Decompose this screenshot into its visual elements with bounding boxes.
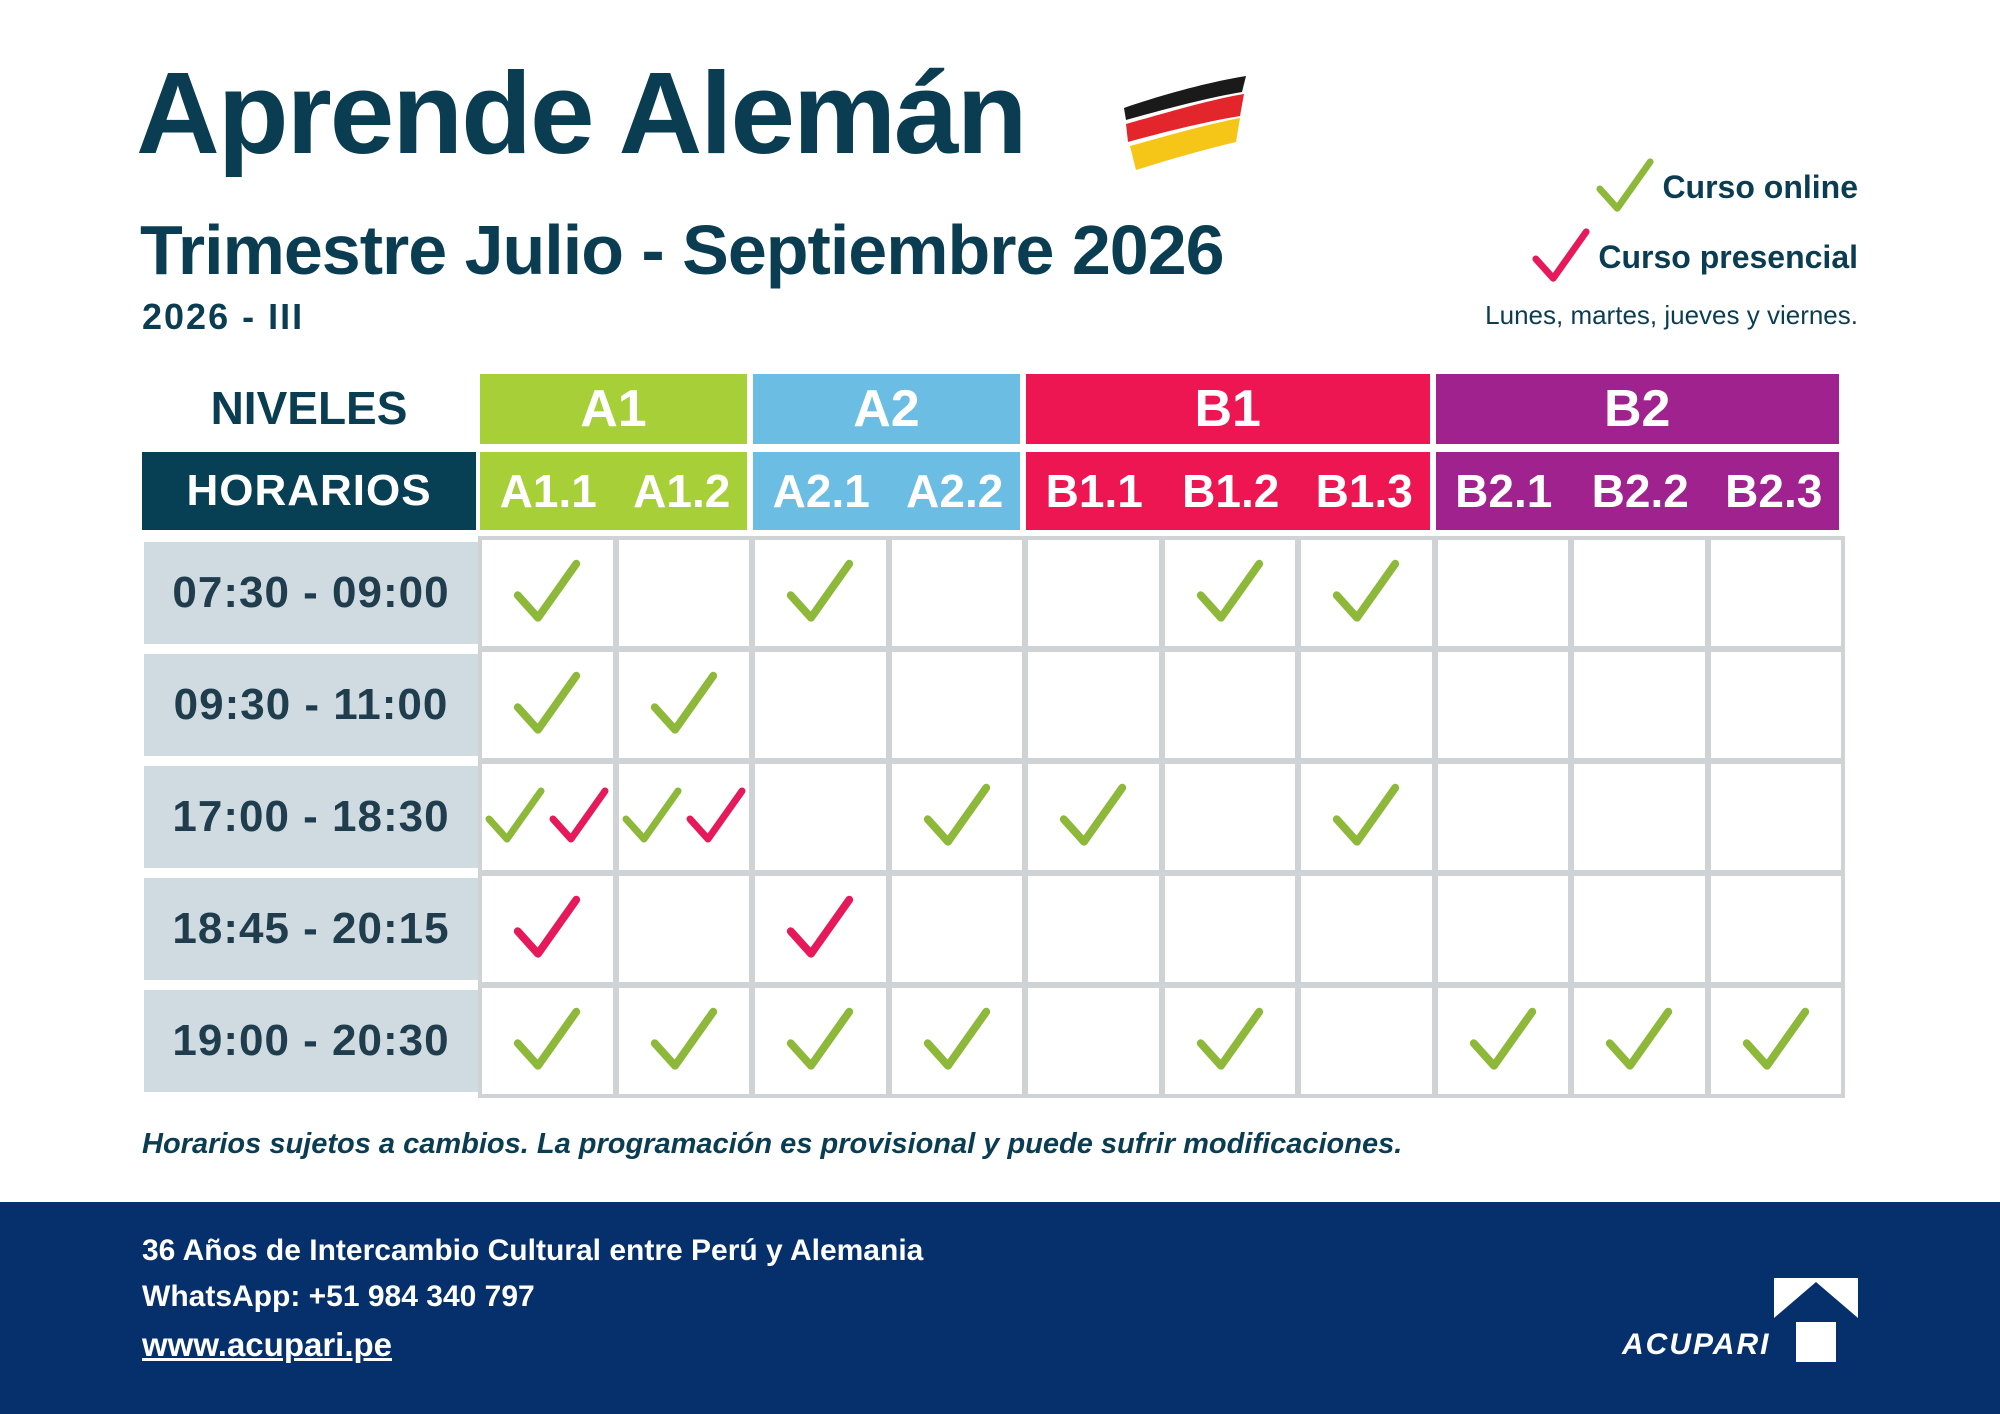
schedule-cell — [1161, 872, 1300, 986]
schedule-cell — [1161, 760, 1300, 874]
footer-whatsapp: WhatsApp: +51 984 340 797 — [142, 1280, 535, 1313]
online-check-icon — [620, 785, 684, 849]
schedule-cell — [1297, 984, 1436, 1098]
schedule-cell — [615, 648, 754, 762]
online-check-icon — [1467, 1005, 1539, 1077]
schedule-cell — [478, 536, 617, 650]
footer-website-link[interactable]: www.acupari.pe — [142, 1326, 393, 1363]
online-check-icon — [921, 1005, 993, 1077]
schedule-cell — [751, 648, 890, 762]
schedule-cell — [1707, 984, 1846, 1098]
sublevel-a1-2: A1.2 — [633, 465, 731, 517]
presencial-check-icon — [511, 893, 583, 965]
time-slot: 17:00 - 18:30 — [144, 766, 478, 868]
online-check-icon — [511, 1005, 583, 1077]
schedule-cell — [615, 984, 754, 1098]
level-header-a2: A2 — [753, 374, 1020, 444]
presencial-check-icon — [684, 785, 748, 849]
sublevel-bar-a1 — [480, 452, 747, 530]
page-title: Aprende Alemán — [136, 48, 1026, 178]
schedule-cell — [888, 760, 1027, 874]
schedule-days: Lunes, martes, jueves y viernes. — [1485, 300, 1858, 330]
sublevel-b2-2: B2.2 — [1591, 465, 1689, 517]
sublevel-a2-1: A2.1 — [772, 465, 870, 517]
schedule-cell — [1434, 760, 1573, 874]
online-check-icon — [483, 785, 547, 849]
legend-presencial — [1530, 226, 1858, 288]
schedule-cell — [1297, 536, 1436, 650]
schedule-cell — [1024, 536, 1163, 650]
level-header-b2: B2 — [1436, 374, 1840, 444]
schedule-cell — [1297, 872, 1436, 986]
schedule-cell — [1434, 536, 1573, 650]
schedule-cell — [1570, 648, 1709, 762]
horarios-label: HORARIOS — [142, 452, 476, 530]
schedule-cell — [478, 872, 617, 986]
online-check-icon — [1057, 781, 1129, 853]
schedule-cell — [1024, 760, 1163, 874]
sublevel-a1-1: A1.1 — [499, 465, 597, 517]
sublevel-bar-a2 — [753, 452, 1020, 530]
term-code: 2026 - III — [142, 296, 305, 337]
german-flag-icon — [1118, 72, 1250, 176]
sublevel-b1-3: B1.3 — [1315, 465, 1413, 517]
schedule-cell — [888, 536, 1027, 650]
schedule-cell — [751, 984, 890, 1098]
sublevel-b1-2: B1.2 — [1182, 465, 1280, 517]
schedule-cell — [1024, 648, 1163, 762]
sublevel-b2-3: B2.3 — [1725, 465, 1823, 517]
schedule-cell — [1570, 536, 1709, 650]
schedule-cell — [1707, 760, 1846, 874]
schedule-cell — [888, 984, 1027, 1098]
online-check-icon — [1330, 557, 1402, 629]
schedule-cell — [615, 536, 754, 650]
schedule-cell — [751, 872, 890, 986]
sublevel-b2-1: B2.1 — [1455, 465, 1553, 517]
presencial-check-icon — [1530, 226, 1592, 288]
legend-online-label: Curso online — [1662, 168, 1858, 205]
footer-tagline: 36 Años de Intercambio Cultural entre Perú y Alemania — [142, 1234, 924, 1267]
schedule-cell — [751, 536, 890, 650]
acupari-logo-icon — [1774, 1278, 1858, 1362]
online-check-icon — [1194, 557, 1266, 629]
online-check-icon — [784, 1005, 856, 1077]
schedule-cell — [1707, 536, 1846, 650]
sublevel-a2-2: A2.2 — [906, 465, 1004, 517]
time-slot: 09:30 - 11:00 — [144, 654, 478, 756]
online-check-icon — [1594, 156, 1656, 218]
schedule-cell — [615, 760, 754, 874]
online-check-icon — [784, 557, 856, 629]
time-slot: 07:30 - 09:00 — [144, 542, 478, 644]
schedule-cell — [478, 984, 617, 1098]
schedule-cell — [478, 648, 617, 762]
schedule-cell — [615, 872, 754, 986]
online-check-icon — [511, 557, 583, 629]
online-check-icon — [1194, 1005, 1266, 1077]
schedule-cell — [1297, 760, 1436, 874]
schedule-cell — [1570, 872, 1709, 986]
online-check-icon — [648, 1005, 720, 1077]
legend-online — [1594, 156, 1858, 218]
schedule-cell — [1161, 648, 1300, 762]
level-header-a1: A1 — [480, 374, 747, 444]
schedule-cell — [1570, 984, 1709, 1098]
schedule-cell — [888, 872, 1027, 986]
schedule-cell — [1434, 648, 1573, 762]
online-check-icon — [1330, 781, 1402, 853]
level-header-b1: B1 — [1026, 374, 1430, 444]
legend-presencial-label: Curso presencial — [1598, 238, 1858, 275]
schedule-cell — [1434, 872, 1573, 986]
schedule-cell — [1570, 760, 1709, 874]
presencial-check-icon — [547, 785, 611, 849]
online-check-icon — [1603, 1005, 1675, 1077]
acupari-logo-text: ACUPARI — [1622, 1328, 1771, 1361]
sublevel-b1-1: B1.1 — [1045, 465, 1143, 517]
online-check-icon — [1740, 1005, 1812, 1077]
page-subtitle: Trimestre Julio - Septiembre 2026 — [140, 211, 1224, 289]
presencial-check-icon — [784, 893, 856, 965]
schedule-cell — [888, 648, 1027, 762]
sublevel-bar-b1 — [1026, 452, 1430, 530]
time-slot: 19:00 - 20:30 — [144, 990, 478, 1092]
online-check-icon — [511, 669, 583, 741]
niveles-label: NIVELES — [210, 382, 408, 434]
online-check-icon — [648, 669, 720, 741]
schedule-cell — [1161, 984, 1300, 1098]
schedule-cell — [1024, 984, 1163, 1098]
schedule-cell — [751, 760, 890, 874]
disclaimer-note: Horarios sujetos a cambios. La programación es provisional y puede sufrir modificaciones. — [142, 1128, 1403, 1160]
schedule-cell — [1707, 648, 1846, 762]
online-check-icon — [921, 781, 993, 853]
schedule-cell — [1707, 872, 1846, 986]
schedule-cell — [1161, 536, 1300, 650]
schedule-cell — [1024, 872, 1163, 986]
schedule-cell — [478, 760, 617, 874]
time-slot: 18:45 - 20:15 — [144, 878, 478, 980]
sublevel-bar-b2 — [1436, 452, 1840, 530]
schedule-cell — [1297, 648, 1436, 762]
schedule-cell — [1434, 984, 1573, 1098]
